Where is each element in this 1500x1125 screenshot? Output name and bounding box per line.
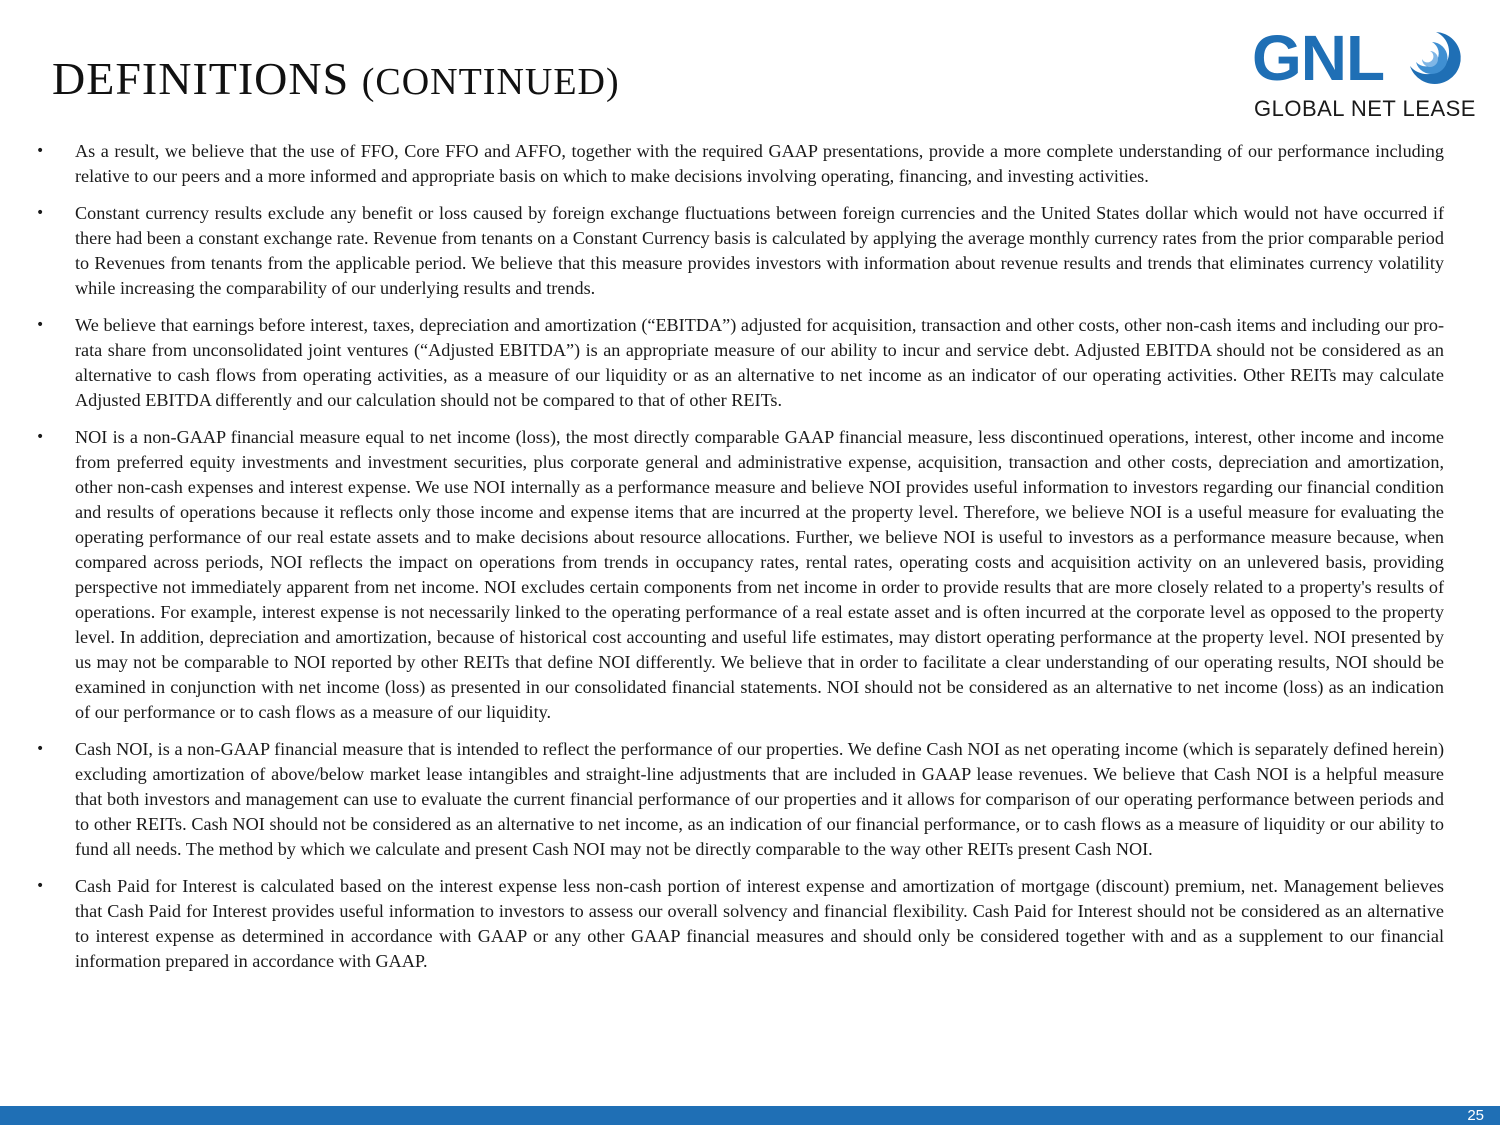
bullet-icon: • (36, 741, 45, 757)
bullet-icon: • (36, 143, 45, 159)
definition-text: Cash Paid for Interest is calculated based on the interest expense less non-cash portion of interest expense and amortization of mortgage (discount) premium, net. Management believes that Cash Paid for Interest provides useful information to investors to assess our overall solvency and financial flexibility. Cash Paid for Interest should not be considered as an alternative to interest expense as determined in accordance with GAAP or any other GAAP financial measures and should only be considered together with and as a supplement to our financial information prepared in accordance with GAAP. (75, 876, 1444, 971)
footer-bar (0, 1106, 1500, 1125)
list-item (36, 874, 1444, 974)
definition-text: NOI is a non-GAAP financial measure equal to net income (loss), the most directly comparable GAAP financial measure, less discontinued operations, interest, other income and income from preferred equity investments and investment securities, plus corporate general and administrative expense, acquisition, transaction and other costs, depreciation and amortization, other non-cash expenses and interest expense. We use NOI internally as a performance measure and believe NOI provides useful information to investors regarding our financial condition and results of operations because it reflects only those income and expense items that are incurred at the property level. Therefore, we believe NOI is a useful measure for evaluating the operating performance of our real estate assets and to make decisions about resource allocations. Further, we believe NOI is useful to investors as a performance measure because, when compared across periods, NOI reflects the impact on operations from trends in occupancy rates, rental rates, operating costs and acquisition activity on an unlevered basis, providing perspective not immediately apparent from net income. NOI excludes certain components from net income in order to provide results that are more closely related to a property's results of operations. For example, interest expense is not necessarily linked to the operating performance of a real estate asset and is often incurred at the corporate level as opposed to the property level. In addition, depreciation and amortization, because of historical cost accounting and useful life estimates, may distort operating performance at the property level. NOI presented by us may not be comparable to NOI reported by other REITs that define NOI differently. We believe that in order to facilitate a clear understanding of our operating results, NOI should be examined in conjunction with net income (loss) as presented in our consolidated financial statements. NOI should not be considered as an alternative to net income (loss) as an indication of our performance or to cash flows as a measure of our liquidity. (75, 427, 1444, 722)
bullet-icon: • (36, 878, 45, 894)
page-title-main: DEFINITIONS (52, 53, 350, 104)
definition-text: We believe that earnings before interest, taxes, depreciation and amortization (“EBITDA”) adjusted for acquisition, transaction and other costs, other non-cash items and including our pro-rata share from unconsolidated joint ventures (“Adjusted EBITDA”) is an appropriate measure of our ability to incur and service debt. Adjusted EBITDA should not be considered as an alternative to cash flows from operating activities, as a measure of our liquidity or as an alternative to net income as an indicator of our operating activities. Other REITs may calculate Adjusted EBITDA differently and our calculation should not be compared to that of other REITs. (75, 315, 1444, 410)
logo-text: GLOBAL NET LEASE (1254, 96, 1476, 121)
list-item (36, 425, 1444, 725)
list-item (36, 737, 1444, 862)
list-item (36, 313, 1444, 413)
bullet-icon: • (36, 317, 45, 333)
company-logo (1252, 22, 1476, 122)
swirl-icon (1402, 26, 1464, 90)
bullet-icon: • (36, 429, 45, 445)
definition-text: As a result, we believe that the use of FFO, Core FFO and AFFO, together with the required GAAP presentations, provide a more complete understanding of our performance including relative to our peers and a more informed and appropriate basis on which to make decisions involving operating, financing, and investing activities. (75, 141, 1444, 186)
page-title (52, 52, 620, 105)
page-number: 25 (1467, 1107, 1484, 1124)
list-item (36, 201, 1444, 301)
bullet-icon: • (36, 205, 45, 221)
page-title-suffix: (CONTINUED) (361, 61, 620, 103)
list-item (36, 139, 1444, 189)
logo-mark: GNL (1252, 22, 1385, 94)
definition-text: Constant currency results exclude any benefit or loss caused by foreign exchange fluctuations between foreign currencies and the United States dollar which would not have occurred if there had been a constant exchange rate. Revenue from tenants on a Constant Currency basis is calculated by applying the average monthly currency rates from the prior comparable period to Revenues from tenants from the applicable period. We believe that this measure provides investors with information about revenue results and trends that eliminates currency volatility while increasing the comparability of our underlying results and trends. (75, 203, 1444, 298)
definitions-list (36, 139, 1444, 986)
definition-text: Cash NOI, is a non-GAAP financial measure that is intended to reflect the performance of our properties. We define Cash NOI as net operating income (which is separately defined herein) excluding amortization of above/below market lease intangibles and straight-line adjustments that are included in GAAP lease revenues. We believe that Cash NOI is a helpful measure that both investors and management can use to evaluate the current financial performance of our properties and it allows for comparison of our operating performance between periods and to other REITs. Cash NOI should not be considered as an alternative to net income, as an indication of our financial performance, or to cash flows as a measure of liquidity or our ability to fund all needs. The method by which we calculate and present Cash NOI may not be directly comparable to the way other REITs present Cash NOI. (75, 739, 1444, 859)
